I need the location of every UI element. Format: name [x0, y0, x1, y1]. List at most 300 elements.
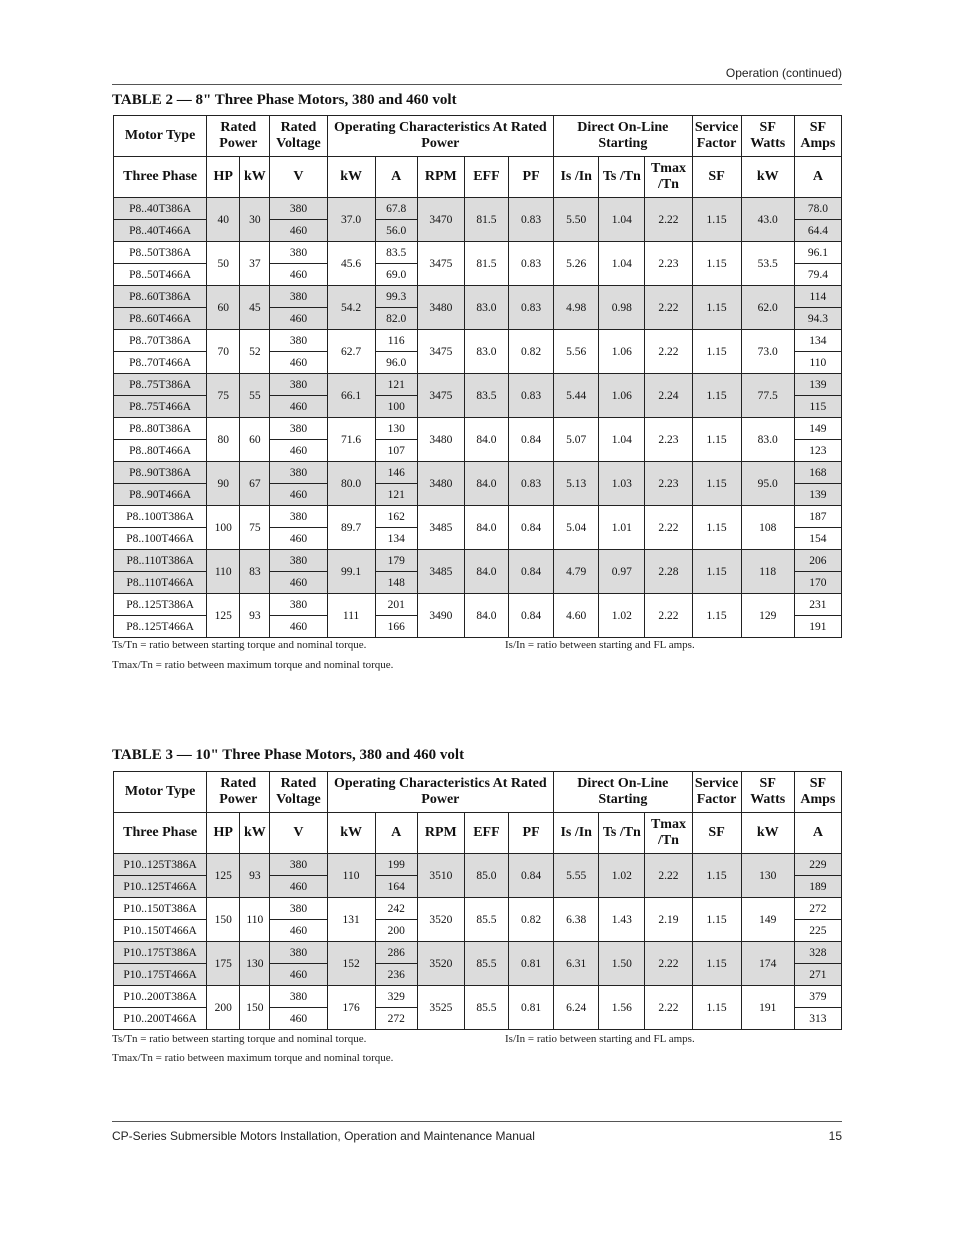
- cell-model: P8..60T386A: [114, 286, 207, 308]
- cell-amps: 164: [375, 876, 417, 898]
- cell-rpm: 3525: [417, 986, 464, 1030]
- cell-amps: 67.8: [375, 198, 417, 220]
- cell-rpm: 3475: [417, 242, 464, 286]
- cell-voltage: 460: [270, 220, 327, 242]
- col-dol: Direct On-Line Starting: [554, 116, 692, 157]
- cell-model: P8..125T386A: [114, 594, 207, 616]
- cell-amps: 107: [375, 440, 417, 462]
- cell-hp: 40: [207, 198, 240, 242]
- cell-sf-amps: 110: [794, 352, 841, 374]
- col-tmax-tn: Tmax /Tn: [645, 157, 692, 198]
- col-rpm: RPM: [417, 813, 464, 854]
- cell-ts-tn: 1.03: [599, 462, 645, 506]
- table-row: [114, 594, 842, 616]
- cell-ts-tn: 1.06: [599, 330, 645, 374]
- cell-rpm: 3475: [417, 374, 464, 418]
- cell-voltage: 460: [270, 352, 327, 374]
- cell-ts-tn: 1.02: [599, 594, 645, 638]
- cell-rpm: 3475: [417, 330, 464, 374]
- col-three-phase: Three Phase: [114, 157, 207, 198]
- cell-sf-kw: 118: [741, 550, 794, 594]
- cell-sf-amps: 313: [794, 1008, 841, 1030]
- cell-amps: 82.0: [375, 308, 417, 330]
- cell-ts-tn: 1.02: [599, 854, 645, 898]
- col-hp: HP: [207, 157, 240, 198]
- cell-hp: 60: [207, 286, 240, 330]
- col-sf-kw: kW: [741, 157, 794, 198]
- cell-op-kw: 66.1: [327, 374, 375, 418]
- cell-tmax-tn: 2.23: [645, 242, 692, 286]
- cell-is-in: 6.31: [554, 942, 599, 986]
- cell-pf: 0.83: [509, 242, 554, 286]
- cell-rpm: 3485: [417, 506, 464, 550]
- col-rated-power: Rated Power: [207, 772, 270, 813]
- cell-sf: 1.15: [692, 898, 741, 942]
- cell-tmax-tn: 2.23: [645, 418, 692, 462]
- cell-ts-tn: 1.04: [599, 418, 645, 462]
- cell-sf-kw: 95.0: [741, 462, 794, 506]
- cell-sf: 1.15: [692, 286, 741, 330]
- cell-amps: 100: [375, 396, 417, 418]
- cell-sf-kw: 62.0: [741, 286, 794, 330]
- cell-model: P8..75T466A: [114, 396, 207, 418]
- cell-model: P8..110T466A: [114, 572, 207, 594]
- cell-ts-tn: 0.98: [599, 286, 645, 330]
- cell-amps: 200: [375, 920, 417, 942]
- col-sf-kw: kW: [741, 813, 794, 854]
- cell-sf-amps: 94.3: [794, 308, 841, 330]
- cell-rpm: 3490: [417, 594, 464, 638]
- cell-hp: 90: [207, 462, 240, 506]
- cell-voltage: 380: [270, 854, 327, 876]
- cell-amps: 121: [375, 374, 417, 396]
- col-sf-a: A: [794, 157, 841, 198]
- col-v: V: [270, 157, 327, 198]
- cell-sf-kw: 83.0: [741, 418, 794, 462]
- cell-rpm: 3510: [417, 854, 464, 898]
- cell-eff: 85.5: [464, 898, 508, 942]
- cell-model: P8..80T466A: [114, 440, 207, 462]
- cell-kw: 110: [240, 898, 270, 942]
- cell-ts-tn: 0.97: [599, 550, 645, 594]
- cell-pf: 0.83: [509, 198, 554, 242]
- cell-sf: 1.15: [692, 330, 741, 374]
- col-ts-tn: Ts /Tn: [599, 813, 645, 854]
- cell-sf-kw: 108: [741, 506, 794, 550]
- cell-sf-amps: 229: [794, 854, 841, 876]
- cell-voltage: 380: [270, 550, 327, 572]
- col-motor-type: Motor Type: [114, 116, 207, 157]
- table2: [113, 115, 842, 638]
- cell-sf: 1.15: [692, 506, 741, 550]
- cell-amps: 201: [375, 594, 417, 616]
- cell-sf: 1.15: [692, 242, 741, 286]
- cell-tmax-tn: 2.22: [645, 594, 692, 638]
- cell-pf: 0.82: [509, 330, 554, 374]
- cell-pf: 0.84: [509, 854, 554, 898]
- cell-model: P8..60T466A: [114, 308, 207, 330]
- cell-model: P8..40T466A: [114, 220, 207, 242]
- col-three-phase: Three Phase: [114, 813, 207, 854]
- col-pf: PF: [509, 157, 554, 198]
- cell-sf-amps: 79.4: [794, 264, 841, 286]
- cell-pf: 0.84: [509, 506, 554, 550]
- col-dol: Direct On-Line Starting: [554, 772, 692, 813]
- table-row: [114, 898, 842, 920]
- cell-kw: 60: [240, 418, 270, 462]
- cell-sf-amps: 114: [794, 286, 841, 308]
- cell-sf-amps: 191: [794, 616, 841, 638]
- cell-voltage: 460: [270, 440, 327, 462]
- col-v: V: [270, 813, 327, 854]
- col-sf-watts: SF Watts: [741, 772, 794, 813]
- cell-voltage: 460: [270, 528, 327, 550]
- table-row: [114, 506, 842, 528]
- note-ts: Ts/Tn = ratio between starting torque and nominal torque.: [112, 1033, 367, 1045]
- cell-eff: 85.5: [464, 942, 508, 986]
- col-a: A: [375, 157, 417, 198]
- cell-voltage: 460: [270, 920, 327, 942]
- cell-rpm: 3480: [417, 418, 464, 462]
- cell-pf: 0.83: [509, 374, 554, 418]
- cell-sf-amps: 379: [794, 986, 841, 1008]
- cell-sf: 1.15: [692, 198, 741, 242]
- cell-amps: 134: [375, 528, 417, 550]
- cell-hp: 175: [207, 942, 240, 986]
- cell-voltage: 460: [270, 308, 327, 330]
- cell-model: P8..100T386A: [114, 506, 207, 528]
- cell-sf-kw: 149: [741, 898, 794, 942]
- col-pf: PF: [509, 813, 554, 854]
- col-is-in: Is /In: [554, 157, 599, 198]
- note-ts: Ts/Tn = ratio between starting torque and nominal torque.: [112, 639, 367, 651]
- cell-kw: 37: [240, 242, 270, 286]
- cell-amps: 83.5: [375, 242, 417, 264]
- cell-tmax-tn: 2.22: [645, 330, 692, 374]
- cell-model: P10..125T386A: [114, 854, 207, 876]
- cell-voltage: 380: [270, 286, 327, 308]
- cell-sf-amps: 115: [794, 396, 841, 418]
- cell-model: P8..90T386A: [114, 462, 207, 484]
- cell-model: P8..110T386A: [114, 550, 207, 572]
- cell-kw: 83: [240, 550, 270, 594]
- cell-ts-tn: 1.04: [599, 242, 645, 286]
- col-sf: SF: [692, 813, 741, 854]
- cell-amps: 69.0: [375, 264, 417, 286]
- cell-sf-kw: 77.5: [741, 374, 794, 418]
- table-row: [114, 986, 842, 1008]
- cell-kw: 93: [240, 854, 270, 898]
- cell-ts-tn: 1.43: [599, 898, 645, 942]
- cell-is-in: 4.60: [554, 594, 599, 638]
- cell-model: P8..100T466A: [114, 528, 207, 550]
- cell-sf-amps: 231: [794, 594, 841, 616]
- cell-tmax-tn: 2.23: [645, 462, 692, 506]
- table-row: [114, 854, 842, 876]
- col-tmax-tn: Tmax /Tn: [645, 813, 692, 854]
- cell-voltage: 460: [270, 1008, 327, 1030]
- cell-ts-tn: 1.01: [599, 506, 645, 550]
- cell-eff: 81.5: [464, 198, 508, 242]
- cell-amps: 146: [375, 462, 417, 484]
- col-service-factor: Service Factor: [692, 116, 741, 157]
- cell-kw: 52: [240, 330, 270, 374]
- cell-pf: 0.81: [509, 942, 554, 986]
- cell-voltage: 460: [270, 876, 327, 898]
- table-row: [114, 198, 842, 220]
- cell-sf-kw: 191: [741, 986, 794, 1030]
- cell-model: P8..70T466A: [114, 352, 207, 374]
- table-row: [114, 550, 842, 572]
- cell-amps: 56.0: [375, 220, 417, 242]
- cell-amps: 121: [375, 484, 417, 506]
- cell-eff: 84.0: [464, 550, 508, 594]
- cell-amps: 286: [375, 942, 417, 964]
- cell-tmax-tn: 2.22: [645, 286, 692, 330]
- cell-amps: 179: [375, 550, 417, 572]
- note-tmax: Tmax/Tn = ratio between maximum torque and nominal torque.: [112, 659, 394, 671]
- col-motor-type: Motor Type: [114, 772, 207, 813]
- cell-voltage: 380: [270, 242, 327, 264]
- cell-model: P8..40T386A: [114, 198, 207, 220]
- cell-voltage: 460: [270, 396, 327, 418]
- cell-amps: 199: [375, 854, 417, 876]
- table-row: [114, 418, 842, 440]
- cell-op-kw: 110: [327, 854, 375, 898]
- cell-is-in: 5.55: [554, 854, 599, 898]
- cell-voltage: 380: [270, 942, 327, 964]
- col-sf-watts: SF Watts: [741, 116, 794, 157]
- cell-sf-kw: 53.5: [741, 242, 794, 286]
- col-rated-power: Rated Power: [207, 116, 270, 157]
- cell-voltage: 380: [270, 986, 327, 1008]
- cell-sf-amps: 168: [794, 462, 841, 484]
- cell-op-kw: 111: [327, 594, 375, 638]
- cell-op-kw: 131: [327, 898, 375, 942]
- cell-voltage: 380: [270, 898, 327, 920]
- cell-tmax-tn: 2.22: [645, 506, 692, 550]
- col-sf-amps: SF Amps: [794, 772, 841, 813]
- cell-op-kw: 99.1: [327, 550, 375, 594]
- cell-op-kw: 176: [327, 986, 375, 1030]
- cell-amps: 329: [375, 986, 417, 1008]
- cell-pf: 0.83: [509, 462, 554, 506]
- col-operating: Operating Characteristics At Rated Power: [327, 772, 554, 813]
- cell-amps: 130: [375, 418, 417, 440]
- cell-sf: 1.15: [692, 462, 741, 506]
- cell-sf-amps: 170: [794, 572, 841, 594]
- cell-kw: 55: [240, 374, 270, 418]
- cell-sf-kw: 174: [741, 942, 794, 986]
- cell-voltage: 460: [270, 484, 327, 506]
- cell-is-in: 5.07: [554, 418, 599, 462]
- running-header: Operation (continued): [725, 66, 842, 80]
- cell-eff: 83.0: [464, 286, 508, 330]
- table-row: [114, 374, 842, 396]
- cell-is-in: 5.13: [554, 462, 599, 506]
- cell-pf: 0.83: [509, 286, 554, 330]
- cell-voltage: 460: [270, 964, 327, 986]
- cell-pf: 0.84: [509, 418, 554, 462]
- cell-model: P10..150T466A: [114, 920, 207, 942]
- cell-eff: 84.0: [464, 462, 508, 506]
- cell-hp: 50: [207, 242, 240, 286]
- cell-sf-amps: 149: [794, 418, 841, 440]
- cell-sf-amps: 189: [794, 876, 841, 898]
- cell-hp: 110: [207, 550, 240, 594]
- cell-sf: 1.15: [692, 374, 741, 418]
- cell-tmax-tn: 2.22: [645, 986, 692, 1030]
- cell-is-in: 5.50: [554, 198, 599, 242]
- cell-model: P10..200T466A: [114, 1008, 207, 1030]
- cell-sf: 1.15: [692, 418, 741, 462]
- cell-rpm: 3520: [417, 898, 464, 942]
- cell-voltage: 380: [270, 198, 327, 220]
- cell-eff: 85.5: [464, 986, 508, 1030]
- cell-kw: 75: [240, 506, 270, 550]
- cell-sf-amps: 78.0: [794, 198, 841, 220]
- cell-sf-amps: 206: [794, 550, 841, 572]
- cell-sf-amps: 134: [794, 330, 841, 352]
- cell-eff: 81.5: [464, 242, 508, 286]
- cell-model: P10..125T466A: [114, 876, 207, 898]
- cell-amps: 166: [375, 616, 417, 638]
- table3: [113, 771, 842, 1030]
- cell-eff: 84.0: [464, 418, 508, 462]
- cell-sf-amps: 271: [794, 964, 841, 986]
- cell-sf-kw: 130: [741, 854, 794, 898]
- note-tmax: Tmax/Tn = ratio between maximum torque and nominal torque.: [112, 1052, 394, 1064]
- cell-tmax-tn: 2.28: [645, 550, 692, 594]
- cell-voltage: 380: [270, 594, 327, 616]
- cell-hp: 75: [207, 374, 240, 418]
- col-sf: SF: [692, 157, 741, 198]
- cell-hp: 80: [207, 418, 240, 462]
- col-a: A: [375, 813, 417, 854]
- cell-op-kw: 89.7: [327, 506, 375, 550]
- cell-sf-amps: 328: [794, 942, 841, 964]
- cell-tmax-tn: 2.22: [645, 942, 692, 986]
- page-number: 15: [828, 1129, 842, 1143]
- cell-rpm: 3485: [417, 550, 464, 594]
- col-operating: Operating Characteristics At Rated Power: [327, 116, 554, 157]
- cell-model: P10..175T466A: [114, 964, 207, 986]
- cell-model: P8..80T386A: [114, 418, 207, 440]
- cell-model: P8..50T466A: [114, 264, 207, 286]
- cell-hp: 70: [207, 330, 240, 374]
- cell-op-kw: 71.6: [327, 418, 375, 462]
- cell-kw: 67: [240, 462, 270, 506]
- cell-sf-amps: 123: [794, 440, 841, 462]
- cell-tmax-tn: 2.24: [645, 374, 692, 418]
- table2-body: [114, 198, 842, 638]
- cell-op-kw: 54.2: [327, 286, 375, 330]
- header-rule: [112, 84, 842, 85]
- table-row: [114, 330, 842, 352]
- cell-voltage: 460: [270, 572, 327, 594]
- col-sf-a: A: [794, 813, 841, 854]
- cell-sf-kw: 73.0: [741, 330, 794, 374]
- footer-rule: [112, 1121, 842, 1122]
- cell-kw: 130: [240, 942, 270, 986]
- note-is: Is/In = ratio between starting and FL amps.: [505, 1033, 695, 1045]
- col-is-in: Is /In: [554, 813, 599, 854]
- cell-sf-amps: 139: [794, 484, 841, 506]
- cell-kw: 30: [240, 198, 270, 242]
- col-kw: kW: [240, 813, 270, 854]
- note-is: Is/In = ratio between starting and FL amps.: [505, 639, 695, 651]
- cell-voltage: 380: [270, 418, 327, 440]
- cell-voltage: 380: [270, 506, 327, 528]
- cell-sf: 1.15: [692, 986, 741, 1030]
- table-row: [114, 286, 842, 308]
- col-op-kw: kW: [327, 813, 375, 854]
- cell-is-in: 6.24: [554, 986, 599, 1030]
- cell-hp: 100: [207, 506, 240, 550]
- cell-is-in: 4.79: [554, 550, 599, 594]
- cell-voltage: 460: [270, 264, 327, 286]
- cell-voltage: 380: [270, 374, 327, 396]
- col-op-kw: kW: [327, 157, 375, 198]
- cell-tmax-tn: 2.22: [645, 198, 692, 242]
- cell-sf-amps: 225: [794, 920, 841, 942]
- cell-is-in: 5.04: [554, 506, 599, 550]
- cell-hp: 125: [207, 594, 240, 638]
- cell-ts-tn: 1.04: [599, 198, 645, 242]
- cell-rpm: 3520: [417, 942, 464, 986]
- cell-kw: 93: [240, 594, 270, 638]
- cell-op-kw: 152: [327, 942, 375, 986]
- cell-pf: 0.84: [509, 550, 554, 594]
- table-row: [114, 242, 842, 264]
- cell-sf-amps: 154: [794, 528, 841, 550]
- cell-kw: 150: [240, 986, 270, 1030]
- cell-pf: 0.82: [509, 898, 554, 942]
- cell-rpm: 3480: [417, 286, 464, 330]
- cell-model: P10..175T386A: [114, 942, 207, 964]
- cell-amps: 162: [375, 506, 417, 528]
- cell-is-in: 5.44: [554, 374, 599, 418]
- cell-model: P8..125T466A: [114, 616, 207, 638]
- cell-hp: 200: [207, 986, 240, 1030]
- cell-sf-amps: 64.4: [794, 220, 841, 242]
- cell-eff: 83.0: [464, 330, 508, 374]
- col-rated-voltage: Rated Voltage: [270, 772, 327, 813]
- cell-amps: 99.3: [375, 286, 417, 308]
- col-sf-amps: SF Amps: [794, 116, 841, 157]
- cell-pf: 0.84: [509, 594, 554, 638]
- cell-tmax-tn: 2.19: [645, 898, 692, 942]
- cell-model: P8..50T386A: [114, 242, 207, 264]
- table3-title: TABLE 3 — 10" Three Phase Motors, 380 and 460 volt: [112, 747, 465, 763]
- col-rpm: RPM: [417, 157, 464, 198]
- cell-op-kw: 80.0: [327, 462, 375, 506]
- cell-amps: 116: [375, 330, 417, 352]
- cell-amps: 242: [375, 898, 417, 920]
- cell-ts-tn: 1.50: [599, 942, 645, 986]
- cell-sf-amps: 272: [794, 898, 841, 920]
- cell-amps: 236: [375, 964, 417, 986]
- cell-amps: 96.0: [375, 352, 417, 374]
- cell-eff: 84.0: [464, 506, 508, 550]
- cell-sf: 1.15: [692, 550, 741, 594]
- cell-sf-kw: 43.0: [741, 198, 794, 242]
- col-eff: EFF: [464, 813, 508, 854]
- col-service-factor: Service Factor: [692, 772, 741, 813]
- table-row: [114, 462, 842, 484]
- cell-sf: 1.15: [692, 942, 741, 986]
- cell-eff: 83.5: [464, 374, 508, 418]
